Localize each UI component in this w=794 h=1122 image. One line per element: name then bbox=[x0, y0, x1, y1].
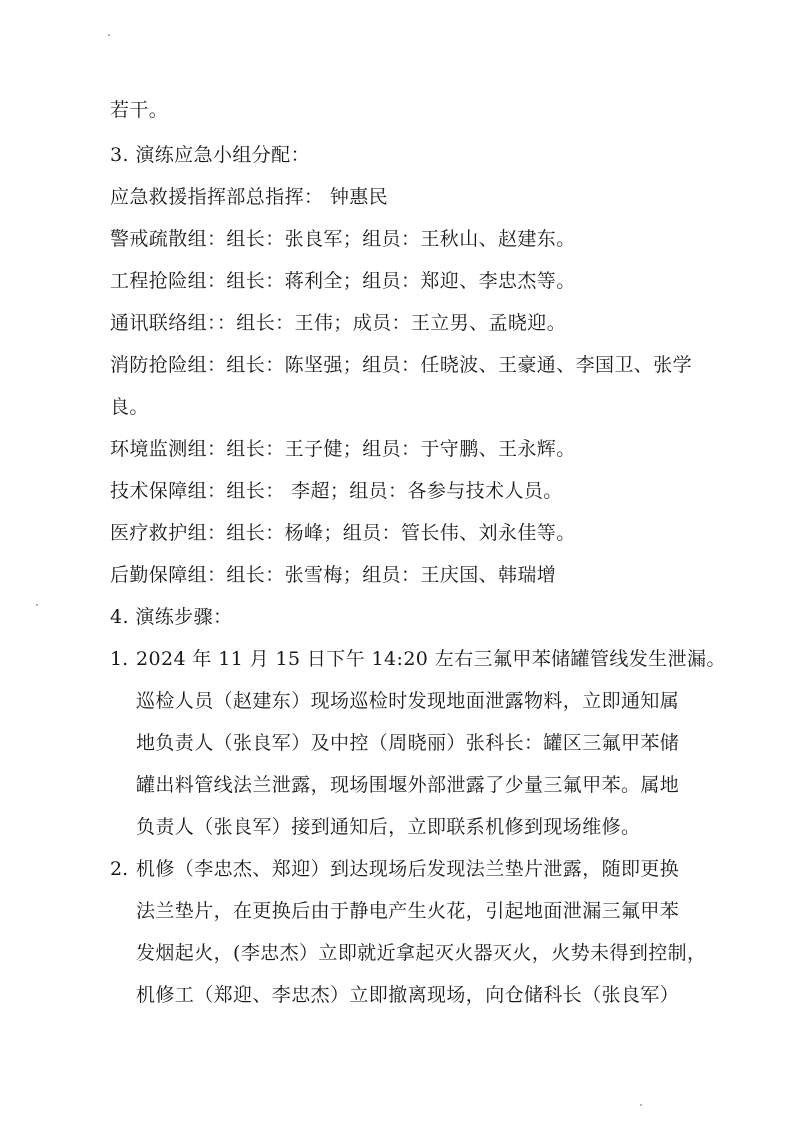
group-line: 技术保障组：组长： 李超；组员：各参与技术人员。 bbox=[110, 480, 563, 502]
commander-line: 应急救援指挥部总指挥： 钟惠民 bbox=[110, 186, 389, 208]
group-line: 良。 bbox=[110, 396, 149, 418]
step-text-line: 机修（李忠杰、郑迎）到达现场后发现法兰垫片泄露，随即更换 bbox=[136, 858, 680, 880]
group-line: 消防抢险组：组长：陈坚强；组员：任晓波、王豪通、李国卫、张学 bbox=[110, 354, 693, 376]
step-number: 1. bbox=[110, 648, 129, 670]
step-text-line: 法兰垫片，在更换后由于静电产生火花，引起地面泄漏三氟甲苯 bbox=[136, 900, 680, 922]
group-line: 通讯联络组：：组长：王伟；成员：王立男、孟晓迎。 bbox=[110, 312, 567, 334]
group-line: 环境监测组：组长：王子健；组员：于守鹏、王永辉。 bbox=[110, 438, 576, 460]
scan-speck bbox=[36, 604, 38, 606]
step-text-line: 发烟起火，(李忠杰）立即就近拿起灭火器灭火，火势未得到控制， bbox=[136, 942, 707, 964]
section-4-heading: 4. 演练步骤： bbox=[110, 606, 233, 628]
step-text-line: 地负责人（张良军）及中控（周晓丽）张科长：罐区三氟甲苯储 bbox=[136, 732, 680, 754]
intro-tail-text: 若干。 bbox=[110, 99, 169, 121]
step-text-line: 罐出料管线法兰泄露，现场围堰外部泄露了少量三氟甲苯。属地 bbox=[136, 774, 680, 796]
step-number: 2. bbox=[110, 858, 129, 880]
scan-speck bbox=[108, 34, 110, 36]
group-line: 后勤保障组：组长：张雪梅；组员：王庆国、韩瑞增 bbox=[110, 564, 557, 586]
group-line: 警戒疏散组：组长：张良军；组员：王秋山、赵建东。 bbox=[110, 228, 576, 250]
group-line: 医疗救护组：组长：杨峰；组员：管长伟、刘永佳等。 bbox=[110, 522, 576, 544]
section-3-heading: 3. 演练应急小组分配： bbox=[110, 144, 310, 166]
step-text-line: 负责人（张良军）接到通知后，立即联系机修到现场维修。 bbox=[136, 816, 641, 838]
step-text-line: 机修工（郑迎、李忠杰）立即撤离现场，向仓储科长（张良军） bbox=[136, 984, 680, 1006]
step-text-line: 巡检人员（赵建东）现场巡检时发现地面泄露物料，立即通知属 bbox=[136, 690, 680, 712]
group-line: 工程抢险组：组长：蒋利全；组员：郑迎、李忠杰等。 bbox=[110, 270, 576, 292]
step-text-line: 2024 年 11 月 15 日下午 14:20 左右三氟甲苯储罐管线发生泄漏。 bbox=[136, 648, 726, 670]
scan-speck bbox=[640, 1104, 642, 1106]
